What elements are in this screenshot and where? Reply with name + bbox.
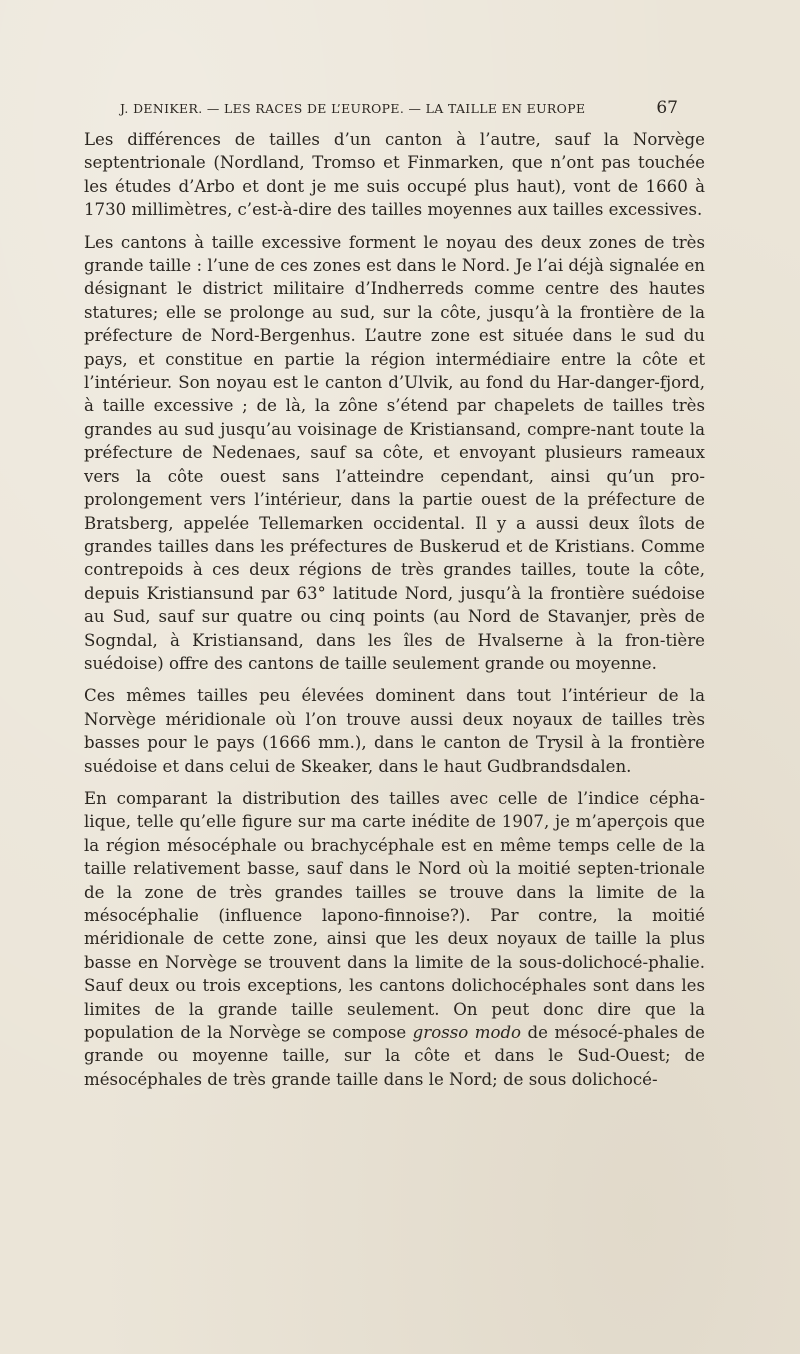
paragraph-1: Les différences de tailles d’un canton à l’autre, sauf la Norvège septentrionale (Nordland, Tromso et Finmarken, que n’ont pas touchée les études d’Arbo et dont je me suis occupé plus haut), vont de 1660 à 1730 millimètres, c’est-à-dire des tailles moyennes aux tailles excessives. [84, 130, 705, 220]
page-number: 67 [656, 98, 678, 118]
paragraph-4-tail: de mésocé-phales de grande ou moyenne taille, sur la côte et dans le Sud-Ouest; de mésocéphales de très grande taille dans le Nord; de sous dolichocé- [84, 1023, 705, 1089]
paragraph-3: Ces mêmes tailles peu élevées dominent dans tout l’intérieur de la Norvège méridionale où l’on trouve aussi deux noyaux de tailles très basses pour le pays (1666 mm.), dans le canton de Trysil à la frontière suédoise et dans celui de Skeaker, dans le haut Gudbrandsdalen. [84, 686, 705, 776]
paragraph-4 [84, 787, 705, 1091]
running-head [120, 98, 678, 122]
paragraph-2: Les cantons à taille excessive forment le noyau des deux zones de très grande taille : l’une de ces zones est dans le Nord. Je l’ai déjà signalée en désignant le district militaire d’Indherreds comme centre des hautes statures; elle se prolonge au sud, sur la côte, jusqu’à la frontière de la préfecture de Nord-Bergenhus. L’autre zone est située dans le sud du pays, et constitue en partie la région intermédiaire entre la côte et l’intérieur. Son noyau est le canton d’Ulvik, au fond du Har-danger-fjord, à taille excessive ; de là, la zône s’étend par chapelets de tailles très grandes au sud jusqu’au voisinage de Kristiansand, compre-nant toute la préfecture de Nedenaes, sauf sa côte, et envoyant plusieurs rameaux vers la côte ouest sans l’atteindre cependant, ainsi qu’un pro-prolongement vers l’intérieur, dans la partie ouest de la préfecture de Bratsberg, appelée Tellemarken occidental. Il y a aussi deux îlots de grandes tailles dans les préfectures de Buskerud et de Kristians. Comme contrepoids à ces deux régions de très grandes tailles, toute la côte, depuis Kristiansund par 63° latitude Nord, jusqu’à la frontière suédoise au Sud, sauf sur quatre ou cinq points (au Nord de Stavanjer, près de Sogndal, à Kristiansand, dans les îles de Hvalserne à la fron-tière suédoise) offre des cantons de taille seulement grande ou moyenne. [84, 232, 705, 673]
italic-phrase: grosso modo [412, 1023, 522, 1043]
body-text [84, 128, 705, 1100]
paragraph-4-text: En comparant la distribution des tailles avec celle de l’indice cépha-lique, telle qu’elle figure sur ma carte inédite de 1907, je m’aperçois que la région mésocéphale ou brachycéphale est en même temps celle de la taille relativement basse, sauf dans le Nord où la moitié septen-trionale de la zone de très grandes tailles se trouve dans la limite de la mésocéphalie (influence lapono-finnoise?). Par contre, la moitié méridionale de cette zone, ainsi que les deux noyaux de taille la plus basse en Norvège se trouvent dans la limite de la sous-dolichocé-phalie. Sauf deux ou trois exceptions, les cantons dolichocéphales sont dans les limites de la grande taille seulement. On peut donc dire que la population de la Norvège se compose [84, 788, 705, 1043]
running-title: J. DENIKER. — LES RACES DE L’EUROPE. — LA TAILLE EN EUROPE [120, 101, 586, 116]
